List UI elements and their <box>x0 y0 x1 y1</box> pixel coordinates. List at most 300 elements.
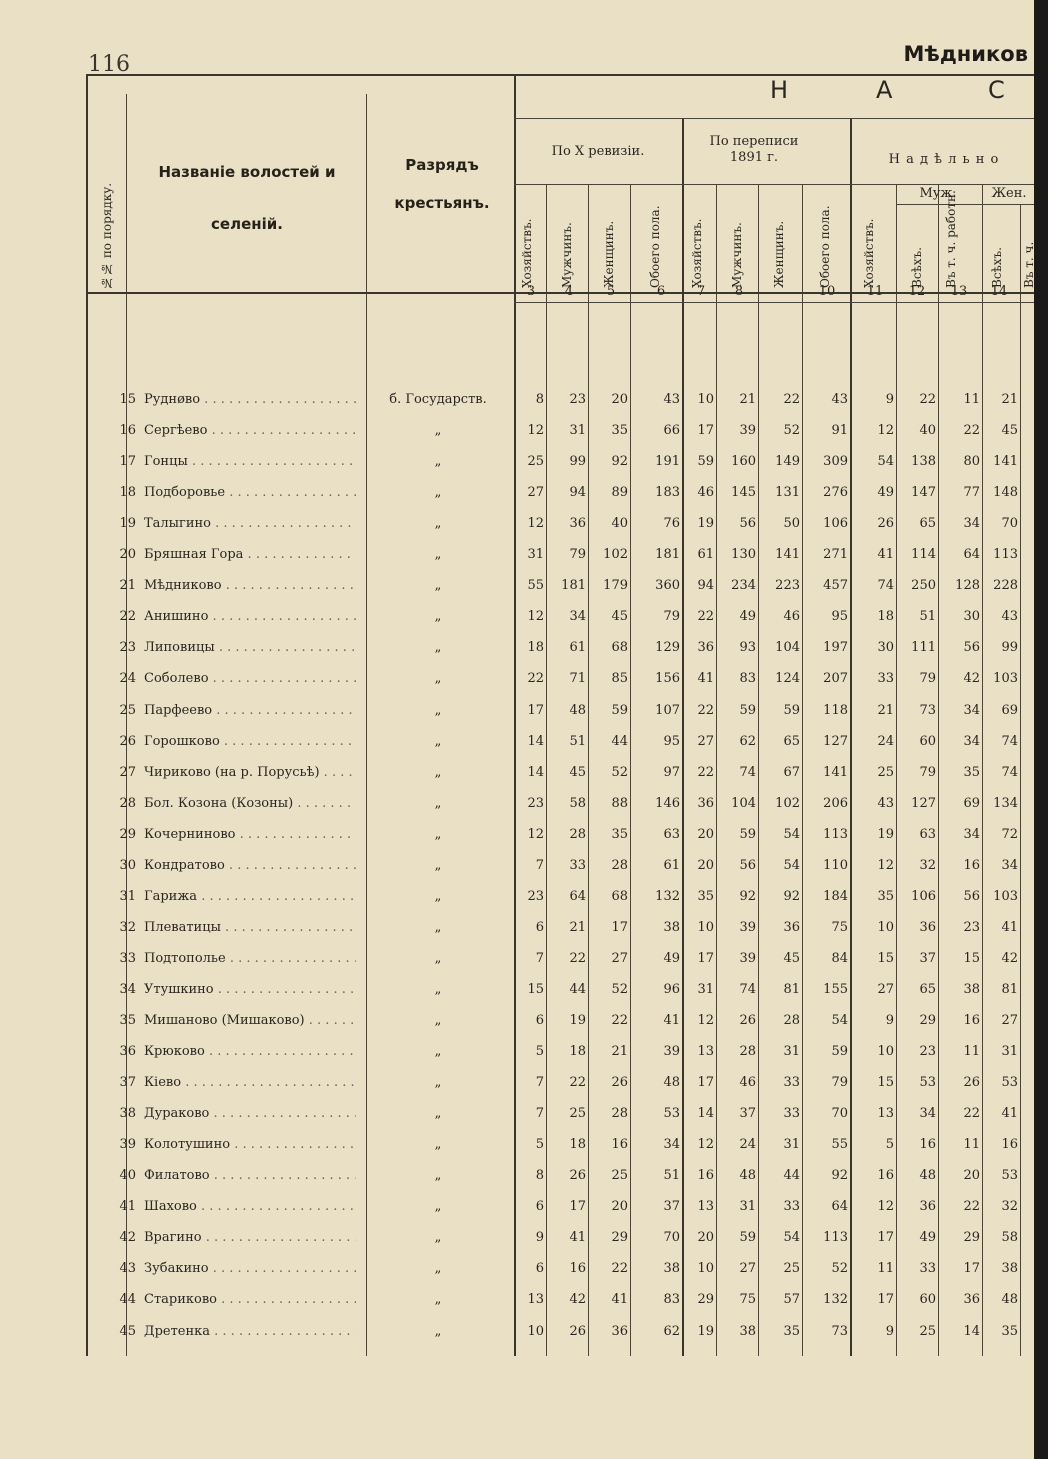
cell-value: 48 <box>739 1168 756 1184</box>
column-number: 11 <box>866 284 884 299</box>
cell-value: 106 <box>823 516 848 532</box>
cell-value: 17 <box>697 1075 714 1091</box>
peasant-category: „ <box>434 733 442 749</box>
cell-value: 54 <box>783 826 800 842</box>
row-number: 40 <box>119 1168 136 1184</box>
cell-value: 12 <box>877 423 894 439</box>
cell-value: 127 <box>911 795 936 811</box>
village-name: Подборовье . . . <box>144 477 356 508</box>
row-number: 24 <box>119 671 136 687</box>
cell-value: 38 <box>963 981 980 997</box>
village-name: Подтополье . . . <box>144 943 356 974</box>
cell-value: 111 <box>911 640 936 656</box>
cell-value: 56 <box>963 888 980 904</box>
cell-value: 91 <box>831 423 848 439</box>
cell-value: 102 <box>775 795 800 811</box>
cell-value: 22 <box>527 671 544 687</box>
cell-value: 118 <box>823 702 848 718</box>
cell-value: 184 <box>823 888 848 904</box>
cell-value: 94 <box>697 578 714 594</box>
cell-value: 61 <box>663 857 680 873</box>
column-number: 13 <box>950 284 968 299</box>
row-number: 34 <box>119 981 136 997</box>
cell-value: 22 <box>963 1199 980 1215</box>
cell-value: 10 <box>697 392 714 407</box>
row-number: 44 <box>119 1292 136 1308</box>
cell-value: 31 <box>783 1044 800 1060</box>
cell-value: 124 <box>775 671 800 687</box>
cell-value: 97 <box>663 764 680 780</box>
cell-value: 46 <box>739 1075 756 1091</box>
cell-value: 18 <box>877 609 894 625</box>
cell-value: 17 <box>527 702 544 718</box>
cell-value: 34 <box>663 1137 680 1153</box>
cell-value: 79 <box>919 764 936 780</box>
cell-value: 17 <box>697 950 714 966</box>
cell-value: 23 <box>569 392 586 407</box>
cell-value: 16 <box>611 1137 628 1153</box>
cell-value: 92 <box>831 1168 848 1184</box>
cell-value: 14 <box>697 1106 714 1122</box>
cell-value: 132 <box>823 1292 848 1308</box>
cell-value: 18 <box>569 1137 586 1153</box>
row-number: 29 <box>119 826 136 842</box>
cell-value: 138 <box>911 454 936 470</box>
cell-value: 39 <box>739 919 756 935</box>
peasant-category: „ <box>434 516 442 532</box>
cell-value: 27 <box>611 950 628 966</box>
village-name: Утушкино . . . <box>144 974 356 1005</box>
cell-value: 28 <box>739 1044 756 1060</box>
header-letter-2: А <box>876 76 893 104</box>
cell-value: 134 <box>993 795 1018 811</box>
table-row <box>86 663 1034 694</box>
cell-value: 27 <box>527 485 544 501</box>
cell-value: 113 <box>993 547 1018 563</box>
cell-value: 160 <box>731 454 756 470</box>
cell-value: 36 <box>783 919 800 935</box>
cell-value: 31 <box>527 547 544 563</box>
cell-value: 16 <box>1001 1137 1018 1153</box>
cell-value: 68 <box>611 640 628 656</box>
table-row <box>86 695 1034 726</box>
cell-value: 5 <box>535 1137 544 1153</box>
cell-value: 74 <box>877 578 894 594</box>
cell-value: 58 <box>1001 1230 1018 1246</box>
table-row <box>86 1129 1034 1160</box>
cell-value: 21 <box>569 919 586 935</box>
group-allotment: Н а д ѣ л ь н о <box>888 152 1000 167</box>
cell-value: 49 <box>663 950 680 966</box>
row-number: 41 <box>119 1199 136 1215</box>
cell-value: 113 <box>823 826 848 842</box>
cell-value: 223 <box>775 578 800 594</box>
row-number: 25 <box>119 702 136 718</box>
peasant-category: „ <box>434 702 442 718</box>
cell-value: 7 <box>535 950 544 966</box>
cell-value: 46 <box>783 609 800 625</box>
cell-value: 65 <box>783 733 800 749</box>
row-number: 31 <box>119 888 136 904</box>
cell-value: 148 <box>993 485 1018 501</box>
cell-value: 141 <box>775 547 800 563</box>
col-category-header: Разрядъ крестьянъ. <box>394 156 490 212</box>
table-row <box>86 912 1034 943</box>
cell-value: 149 <box>775 454 800 470</box>
cell-value: 8 <box>535 1168 544 1184</box>
cell-value: 75 <box>739 1292 756 1308</box>
column-number: 5 <box>606 284 616 299</box>
vh-all-female: Всѣхъ. <box>990 247 1004 288</box>
cell-value: 21 <box>611 1044 628 1060</box>
cell-value: 27 <box>697 733 714 749</box>
row-number: 36 <box>119 1044 136 1060</box>
cell-value: 12 <box>697 1137 714 1153</box>
cell-value: 33 <box>919 1261 936 1277</box>
peasant-category: „ <box>434 609 442 625</box>
cell-value: 20 <box>963 1168 980 1184</box>
cell-value: 92 <box>783 888 800 904</box>
cell-value: 22 <box>611 1261 628 1277</box>
column-number: 12 <box>908 284 926 299</box>
cell-value: 31 <box>739 1199 756 1215</box>
cell-value: 30 <box>877 640 894 656</box>
cell-value: 83 <box>739 671 756 687</box>
cell-value: 54 <box>783 857 800 873</box>
cell-value: 12 <box>527 516 544 532</box>
cell-value: 46 <box>697 485 714 501</box>
cell-value: 79 <box>831 1075 848 1091</box>
table-row <box>86 1222 1034 1253</box>
cell-value: 17 <box>963 1261 980 1277</box>
cell-value: 34 <box>963 702 980 718</box>
peasant-category: „ <box>434 764 442 780</box>
cell-value: 41 <box>611 1292 628 1308</box>
village-name: Крюково . . . <box>144 1036 356 1067</box>
cell-value: 38 <box>663 919 680 935</box>
cell-value: 17 <box>697 423 714 439</box>
cell-value: 12 <box>877 1199 894 1215</box>
cell-value: 34 <box>963 826 980 842</box>
cell-value: 19 <box>877 826 894 842</box>
cell-value: 31 <box>1001 1044 1018 1060</box>
column-number: 10 <box>818 284 836 299</box>
sub-male: Муж. <box>919 186 957 201</box>
vh-all-male: Всѣхъ. <box>910 247 924 288</box>
cell-value: 40 <box>919 423 936 439</box>
cell-value: 36 <box>697 795 714 811</box>
row-number: 16 <box>119 423 136 439</box>
cell-value: 69 <box>1001 702 1018 718</box>
village-name: Кочерниново . . . <box>144 819 356 850</box>
cell-value: 45 <box>611 609 628 625</box>
cell-value: 48 <box>1001 1292 1018 1308</box>
table-row <box>86 757 1034 788</box>
village-name: Талыгино . . . <box>144 508 356 539</box>
row-number: 27 <box>119 764 136 780</box>
table-row <box>86 1253 1034 1284</box>
cell-value: 68 <box>611 888 628 904</box>
village-name: Мишаново (Мишаково) . . . <box>144 1005 356 1036</box>
cell-value: 15 <box>877 1075 894 1091</box>
cell-value: 43 <box>877 795 894 811</box>
village-name: Филатово . . . <box>144 1160 356 1191</box>
peasant-category: „ <box>434 640 442 656</box>
cell-value: 81 <box>1001 981 1018 997</box>
cell-value: 59 <box>739 826 756 842</box>
cell-value: 13 <box>877 1106 894 1122</box>
peasant-category: „ <box>434 485 442 501</box>
cell-value: 41 <box>569 1230 586 1246</box>
cell-value: 103 <box>993 888 1018 904</box>
cell-value: 42 <box>1001 950 1018 966</box>
cell-value: 95 <box>663 733 680 749</box>
cell-value: 42 <box>569 1292 586 1308</box>
cell-value: 16 <box>569 1261 586 1277</box>
row-number: 33 <box>119 950 136 966</box>
peasant-category: „ <box>434 919 442 935</box>
cell-value: 181 <box>655 547 680 563</box>
cell-value: 92 <box>739 888 756 904</box>
cell-value: 74 <box>1001 764 1018 780</box>
cell-value: 228 <box>993 578 1018 594</box>
cell-value: 234 <box>731 578 756 594</box>
cell-value: 5 <box>885 1137 894 1153</box>
table-row <box>86 1191 1034 1222</box>
cell-value: 53 <box>1001 1075 1018 1091</box>
peasant-category: „ <box>434 888 442 904</box>
cell-value: 53 <box>663 1106 680 1122</box>
cell-value: 9 <box>885 1323 894 1339</box>
cell-value: 61 <box>569 640 586 656</box>
cell-value: 22 <box>697 609 714 625</box>
cell-value: 41 <box>1001 919 1018 935</box>
village-name: Соболево . . . <box>144 663 356 694</box>
table-row <box>86 850 1034 881</box>
cell-value: 72 <box>1001 826 1018 842</box>
table-row <box>86 1098 1034 1129</box>
cell-value: 27 <box>1001 1013 1018 1028</box>
cell-value: 37 <box>663 1199 680 1215</box>
vh-working-female: Въ т. ч. <box>1022 241 1036 288</box>
cell-value: 250 <box>911 578 936 594</box>
table-row <box>86 601 1034 632</box>
cell-value: 22 <box>697 702 714 718</box>
cell-value: 113 <box>823 1230 848 1246</box>
cell-value: 74 <box>739 981 756 997</box>
table-row <box>86 570 1034 601</box>
cell-value: 51 <box>663 1168 680 1184</box>
cell-value: 15 <box>527 981 544 997</box>
cell-value: 24 <box>877 733 894 749</box>
vh-men-1: Мужчинъ. <box>560 222 574 288</box>
cell-value: 41 <box>1001 1106 1018 1122</box>
table-row <box>86 632 1034 663</box>
table-row <box>86 446 1034 477</box>
cell-value: 19 <box>697 516 714 532</box>
table-row <box>86 881 1034 912</box>
village-name: Дураково . . . <box>144 1098 356 1129</box>
row-number: 22 <box>119 609 136 625</box>
cell-value: 71 <box>569 671 586 687</box>
cell-value: 6 <box>535 1013 544 1028</box>
cell-value: 20 <box>611 1199 628 1215</box>
running-head: Мѣдников <box>903 42 1028 66</box>
peasant-category: „ <box>434 1323 442 1339</box>
sub-female: Жен. <box>991 186 1027 201</box>
cell-value: 58 <box>569 795 586 811</box>
vh-households-1: Хозяйствъ. <box>520 218 534 288</box>
peasant-category: „ <box>434 1230 442 1246</box>
cell-value: 14 <box>527 764 544 780</box>
cell-value: 64 <box>831 1199 848 1215</box>
cell-value: 52 <box>611 981 628 997</box>
row-number: 43 <box>119 1261 136 1277</box>
cell-value: 62 <box>663 1323 680 1339</box>
table-row <box>86 1005 1034 1036</box>
cell-value: 63 <box>663 826 680 842</box>
cell-value: 7 <box>535 1075 544 1091</box>
cell-value: 21 <box>1001 392 1018 407</box>
cell-value: 457 <box>823 578 848 594</box>
village-name: Шахово . . . <box>144 1191 356 1222</box>
page-number: 116 <box>88 52 130 77</box>
cell-value: 53 <box>1001 1168 1018 1184</box>
vh-women-2: Женщинъ. <box>772 220 786 288</box>
cell-value: 62 <box>739 733 756 749</box>
cell-value: 23 <box>919 1044 936 1060</box>
cell-value: 59 <box>783 702 800 718</box>
cell-value: 9 <box>535 1230 544 1246</box>
cell-value: 10 <box>877 1044 894 1060</box>
village-name: Плеватицы . . . <box>144 912 356 943</box>
cell-value: 41 <box>877 547 894 563</box>
table-row <box>86 1160 1034 1191</box>
cell-value: 26 <box>963 1075 980 1091</box>
cell-value: 56 <box>739 516 756 532</box>
cell-value: 19 <box>697 1323 714 1339</box>
row-number: 38 <box>119 1106 136 1122</box>
cell-value: 16 <box>963 1013 980 1028</box>
peasant-category: „ <box>434 454 442 470</box>
cell-value: 61 <box>697 547 714 563</box>
cell-value: 22 <box>963 1106 980 1122</box>
cell-value: 15 <box>963 950 980 966</box>
cell-value: 74 <box>739 764 756 780</box>
cell-value: 16 <box>963 857 980 873</box>
cell-value: 34 <box>963 733 980 749</box>
peasant-category: „ <box>434 1292 442 1308</box>
cell-value: 7 <box>535 857 544 873</box>
cell-value: 147 <box>911 485 936 501</box>
cell-value: 83 <box>663 1292 680 1308</box>
cell-value: 130 <box>731 547 756 563</box>
cell-value: 76 <box>663 516 680 532</box>
table-row <box>86 384 1034 415</box>
village-name: Липовицы . . . <box>144 632 356 663</box>
cell-value: 93 <box>739 640 756 656</box>
cell-value: 276 <box>823 485 848 501</box>
cell-value: 59 <box>831 1044 848 1060</box>
cell-value: 51 <box>569 733 586 749</box>
cell-value: 48 <box>919 1168 936 1184</box>
village-name: Кіево . . . <box>144 1067 356 1098</box>
cell-value: 52 <box>831 1261 848 1277</box>
cell-value: 36 <box>919 919 936 935</box>
cell-value: 11 <box>877 1261 894 1277</box>
village-name: Руднøво . . . <box>144 384 356 415</box>
cell-value: 10 <box>877 919 894 935</box>
cell-value: 25 <box>877 764 894 780</box>
cell-value: 84 <box>831 950 848 966</box>
cell-value: 183 <box>655 485 680 501</box>
cell-value: 35 <box>611 423 628 439</box>
table-row <box>86 1316 1034 1347</box>
village-name: Стариково . . . <box>144 1284 356 1315</box>
cell-value: 10 <box>697 1261 714 1277</box>
cell-value: 49 <box>877 485 894 501</box>
cell-value: 23 <box>963 919 980 935</box>
cell-value: 38 <box>663 1261 680 1277</box>
vh-working-male: Въ т. ч. работн. <box>944 190 958 288</box>
vh-men-2: Мужчинъ. <box>730 222 744 288</box>
cell-value: 36 <box>963 1292 980 1308</box>
col-no-header: №№ по порядку. <box>100 182 114 290</box>
cell-value: 11 <box>963 1137 980 1153</box>
cell-value: 52 <box>783 423 800 439</box>
cell-value: 145 <box>731 485 756 501</box>
row-number: 37 <box>119 1075 136 1091</box>
cell-value: 52 <box>611 764 628 780</box>
cell-value: 28 <box>783 1013 800 1028</box>
cell-value: 88 <box>611 795 628 811</box>
cell-value: 13 <box>697 1199 714 1215</box>
cell-value: 65 <box>919 516 936 532</box>
cell-value: 12 <box>527 826 544 842</box>
cell-value: 17 <box>611 919 628 935</box>
cell-value: 89 <box>611 485 628 501</box>
cell-value: 60 <box>919 1292 936 1308</box>
cell-value: 12 <box>527 609 544 625</box>
cell-value: 36 <box>569 516 586 532</box>
village-name: Гарижа . . . <box>144 881 356 912</box>
cell-value: 25 <box>783 1261 800 1277</box>
cell-value: 114 <box>911 547 936 563</box>
peasant-category: „ <box>434 578 442 594</box>
cell-value: 12 <box>877 857 894 873</box>
cell-value: 17 <box>877 1230 894 1246</box>
cell-value: 48 <box>569 702 586 718</box>
cell-value: 25 <box>569 1106 586 1122</box>
cell-value: 25 <box>919 1323 936 1339</box>
cell-value: 33 <box>783 1106 800 1122</box>
table-row <box>86 1284 1034 1315</box>
header-letter-1: Н <box>770 76 789 104</box>
cell-value: 41 <box>697 671 714 687</box>
cell-value: 8 <box>535 392 544 407</box>
peasant-category: „ <box>434 423 442 439</box>
cell-value: 26 <box>569 1168 586 1184</box>
cell-value: 309 <box>823 454 848 470</box>
cell-value: 16 <box>919 1137 936 1153</box>
table-row <box>86 508 1034 539</box>
cell-value: 104 <box>731 795 756 811</box>
peasant-category: „ <box>434 857 442 873</box>
cell-value: 96 <box>663 981 680 997</box>
cell-value: 131 <box>775 485 800 501</box>
table-row <box>86 1067 1034 1098</box>
cell-value: 21 <box>739 392 756 407</box>
